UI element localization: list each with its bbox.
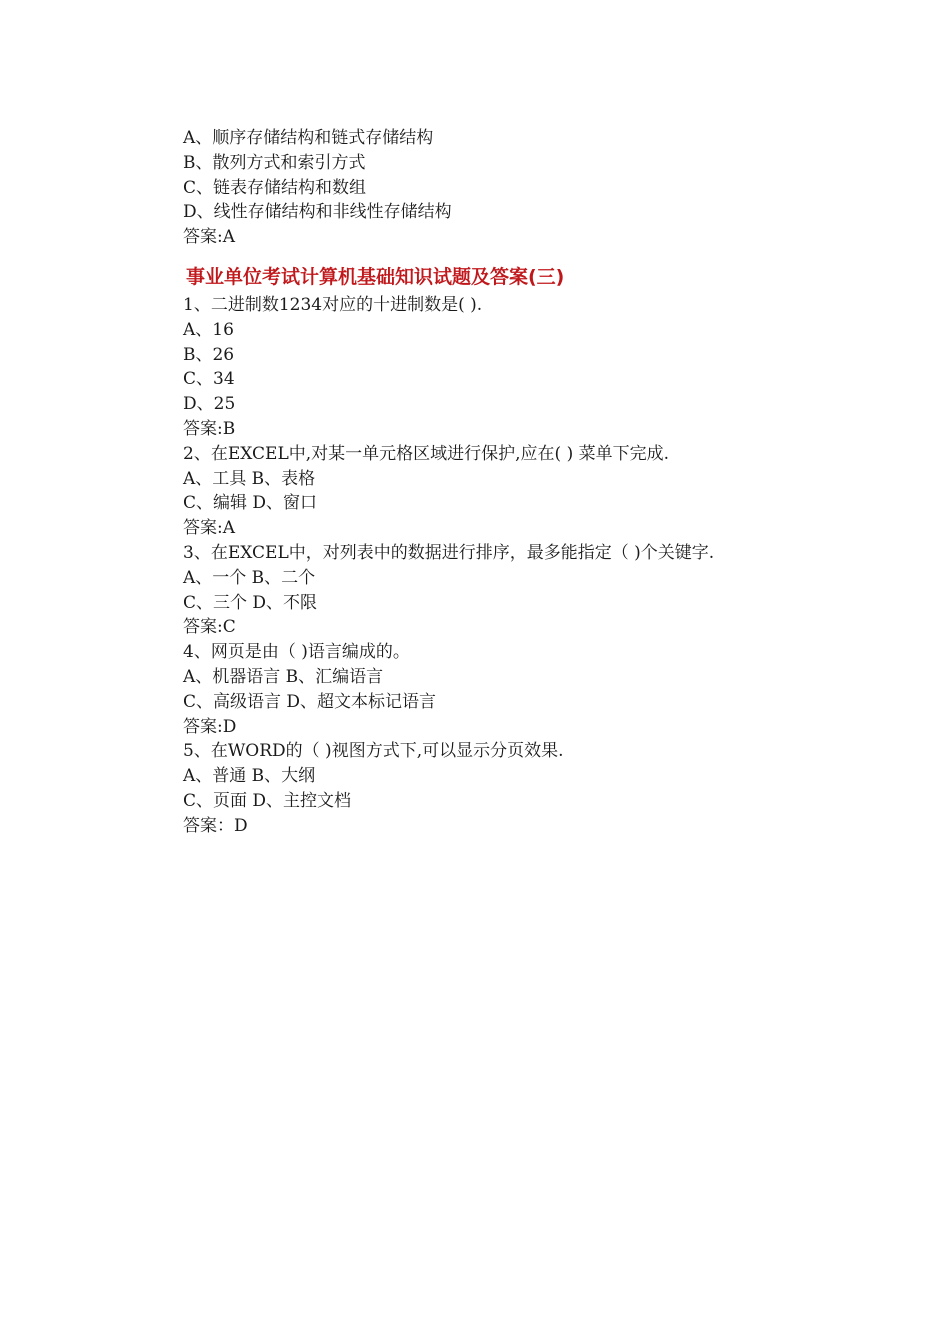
question-text: 4、网页是由（ )语言编成的。 [183,642,410,663]
option-d: D、25 [183,394,236,415]
question-text: 1、二进制数1234对应的十进制数是( ). [183,294,483,315]
question-text: 2、在EXCEL中,对某一单元格区域进行保护,应在( ) 菜单下完成. [183,443,670,464]
answer: 答案：D [183,815,248,836]
option-c: C、链表存储结构和数组 [183,177,367,198]
section-title: 事业单位考试计算机基础知识试题及答案(三) [186,265,565,288]
options-line-1: A、工具 B、表格 [183,468,316,489]
answer: 答案:A [183,518,236,539]
question-block-1 [183,293,823,442]
document-content [183,126,823,839]
options-line-1: A、一个 B、二个 [183,567,316,588]
answer: 答案:D [183,716,237,737]
option-a: A、顺序存储结构和链式存储结构 [183,128,434,148]
options-line-1: A、普通 B、大纲 [183,766,316,787]
option-b: B、26 [183,344,235,365]
option-c: C、34 [183,369,235,390]
answer: 答案:A [183,227,236,248]
question-block-5 [183,739,823,838]
question-block-3 [183,541,823,640]
previous-question-block [183,126,823,250]
option-b: B、散列方式和索引方式 [183,152,366,173]
question-block-4 [183,640,823,739]
answer: 答案:B [183,418,236,439]
option-d: D、线性存储结构和非线性存储结构 [183,202,452,223]
question-text: 5、在WORD的（ )视图方式下,可以显示分页效果. [183,741,564,762]
question-text: 3、在EXCEL中，对列表中的数据进行排序，最多能指定（ )个关键字. [183,542,715,563]
options-line-2: C、页面 D、主控文档 [183,790,352,811]
options-line-2: C、三个 D、不限 [183,592,318,613]
options-line-1: A、机器语言 B、汇编语言 [183,666,384,687]
answer: 答案:C [183,617,236,638]
question-block-2 [183,442,823,541]
options-line-2: C、高级语言 D、超文本标记语言 [183,691,437,712]
options-line-2: C、编辑 D、窗口 [183,493,318,514]
option-a: A、16 [183,319,234,340]
